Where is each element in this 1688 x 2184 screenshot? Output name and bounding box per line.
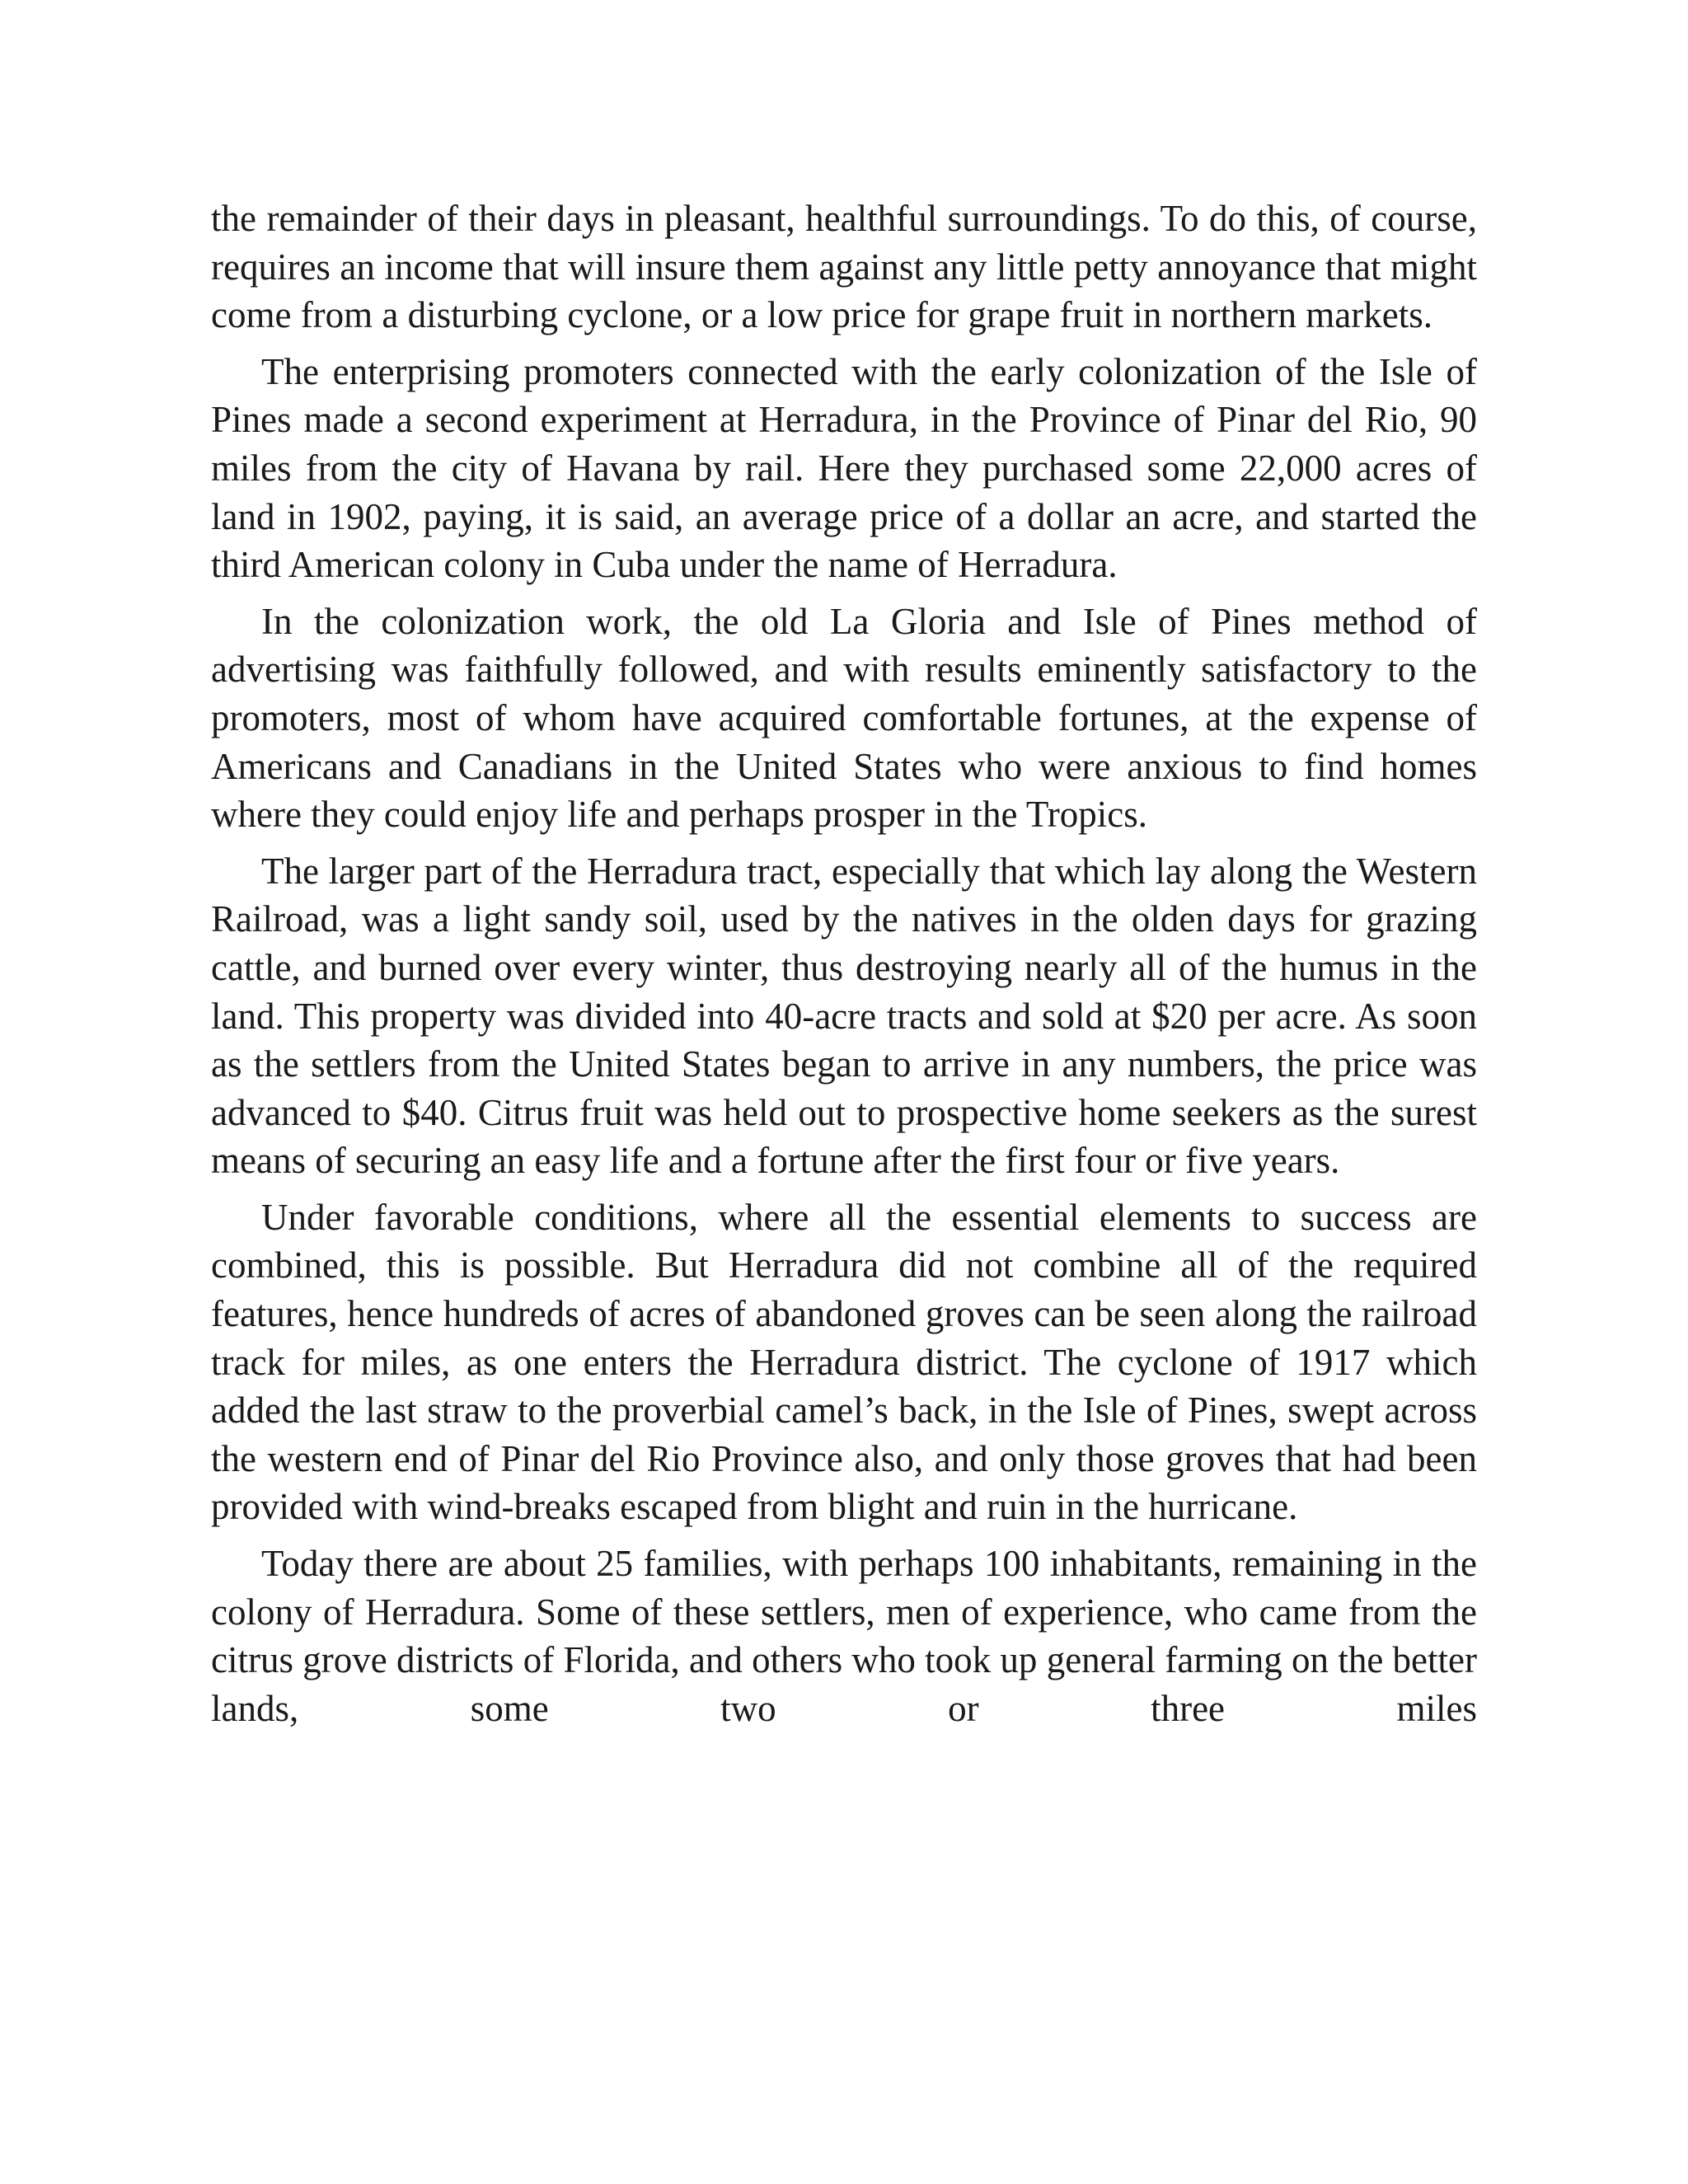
paragraph-favorable-conditions: Under favorable conditions, where all the essential elements to success are combined, this is possible. But Herradura did not combine all of the required features, hence hundreds of acres of abandoned groves can be seen along the railroad track for miles, as one enters the Herradura district. The cyclone of 1917 which added the last straw to the proverbial camel’s back, in the Isle of Pines, swept across the western end of Pinar del Rio Province also, and only those groves that had been provided with wind-breaks escaped from blight and ruin in the hurricane. bbox=[211, 1196, 1477, 1528]
paragraph-herradura-tract: The larger part of the Herradura tract, especially that which lay along the Western Railroad, was a light sandy soil, used by the natives in the olden days for grazing cattle, and burned over every winter, thus destroying nearly all of the humus in the land. This property was divided into 40-acre tracts and sold at $20 per acre. As soon as the settlers from the United States began to arrive in any numbers, the price was advanced to $40. Citrus fruit was held out to prospective home seekers as the surest means of securing an easy life and a fortune after the first four or five years. bbox=[211, 850, 1477, 1182]
paragraph-continued: the remainder of their days in pleasant, healthful surroundings. To do this, of course, requires an income that will insure them against any little petty annoyance that might come from a disturbing cyclone, or a low price for grape fruit in northern markets. bbox=[211, 198, 1477, 336]
paragraph-today: Today there are about 25 families, with perhaps 100 inhabitants, remaining in the colony of Herradura. Some of these settlers, men of experience, who came from the citrus grove districts of Florida, and others who took up general farming on the better lands, some two or three miles bbox=[211, 1543, 1477, 1729]
paragraph-colonization-advertising: In the colonization work, the old La Gloria and Isle of Pines method of advertising was faithfully followed, and with results eminently satisfactory to the promoters, most of whom have acquired comfortable fortunes, at the expense of Americans and Canadians in the United States who were anxious to find homes where they could enjoy life and perhaps prosper in the Tropics. bbox=[211, 600, 1477, 836]
body-text bbox=[211, 194, 1477, 1732]
paragraph-herradura-founding: The enterprising promoters connected with the early colonization of the Isle of Pines made a second experiment at Herradura, in the Province of Pinar del Rio, 90 miles from the city of Havana by rail. Here they purchased some 22,000 acres of land in 1902, paying, it is said, an average price of a dollar an acre, and started the third American colony in Cuba under the name of Herradura. bbox=[211, 350, 1477, 586]
